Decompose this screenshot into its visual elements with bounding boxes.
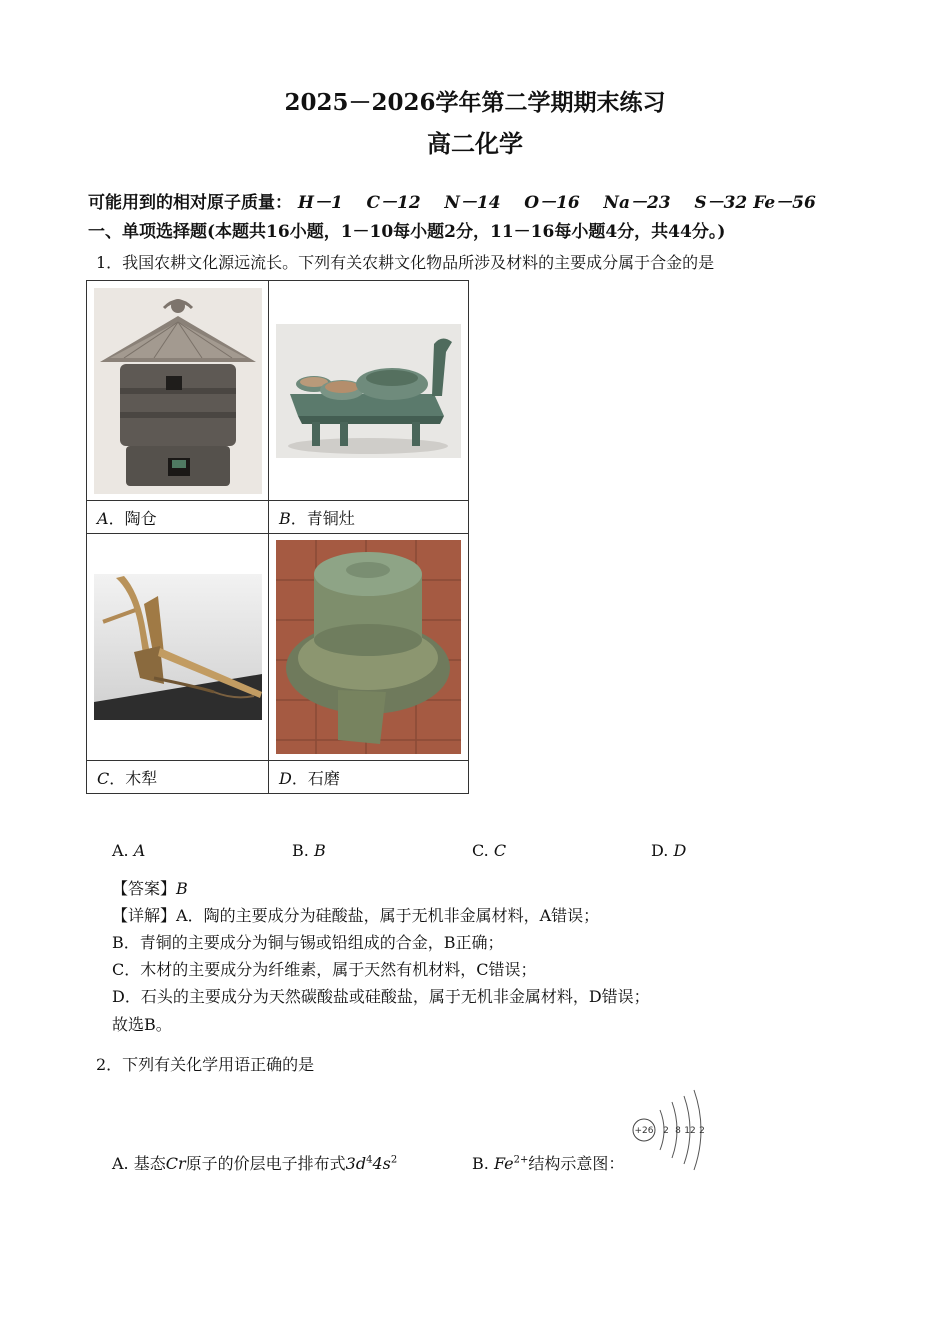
- caption-b: B．青铜灶: [269, 501, 469, 534]
- q2-option-a[interactable]: [112, 1151, 397, 1174]
- option-c[interactable]: [472, 841, 506, 860]
- nucleus-label: +26: [634, 1126, 654, 1136]
- caption-c-name: 木犁: [125, 768, 158, 788]
- option-a-label: A.: [112, 841, 129, 860]
- explanation-line-a: [112, 903, 599, 926]
- q2-option-b-prefix: B.: [472, 1154, 489, 1173]
- caption-d-letter: D: [279, 768, 292, 788]
- q2-option-a-prefix: A. 基态: [112, 1154, 166, 1173]
- shell-3-count: 12: [684, 1126, 696, 1136]
- explanation-d: D．石头的主要成分为天然碳酸盐或硅酸盐，属于无机非金属材料，D错误；: [112, 987, 650, 1006]
- option-d-value: D: [673, 841, 687, 860]
- shell-1-count: 2: [663, 1126, 669, 1136]
- atomic-mass-label: 可能用到的相对原子质量：: [88, 193, 292, 213]
- stone-mill-image: [276, 540, 461, 754]
- caption-b-letter: B: [279, 508, 291, 528]
- q2-option-a-config-a: 3d: [345, 1154, 367, 1173]
- q2-option-b-suffix: 结构示意图：: [528, 1154, 625, 1173]
- section-heading: 一、单项选择题(本题共16小题，1－10每小题2分，11－16每小题4分，共44分。): [88, 222, 726, 242]
- option-a[interactable]: [112, 841, 145, 860]
- q2-option-a-element: Cr: [165, 1154, 186, 1173]
- q2-option-b-ion: Fe: [493, 1154, 514, 1173]
- mass-fe: Fe－56: [753, 193, 816, 213]
- question-1-stem: 1．我国农耕文化源远流长。下列有关农耕文化物品所涉及材料的主要成分属于合金的是: [96, 253, 715, 272]
- caption-b-name: 青铜灶: [306, 508, 355, 528]
- explanation-a: A．陶的主要成分为硅酸盐，属于无机非金属材料，A错误；: [176, 906, 600, 925]
- cell-a-image: [87, 281, 269, 501]
- explain-label: 【详解】: [112, 906, 177, 925]
- exam-title: 2025－2026学年第二学期期末练习: [284, 89, 666, 116]
- mass-s: S－32: [694, 193, 748, 213]
- bronze-stove-image: [276, 324, 461, 458]
- cell-d-image: [269, 534, 469, 761]
- cell-b-image: [269, 281, 469, 501]
- option-d-label: D.: [651, 841, 669, 860]
- fe-ion-structure-diagram: [630, 1086, 710, 1172]
- q2-option-b-charge: 2+: [513, 1154, 529, 1166]
- caption-a: A．陶仓: [87, 501, 269, 534]
- answer-label: 【答案】: [112, 879, 177, 898]
- q2-option-a-mid: 原子的价层电子排布式: [185, 1154, 346, 1173]
- q2-option-b[interactable]: [472, 1151, 624, 1174]
- explanation-conclusion: 故选B。: [112, 1015, 172, 1034]
- option-b[interactable]: [292, 841, 326, 860]
- mass-na: Na－23: [603, 193, 671, 213]
- explanation-b: B．青铜的主要成分为铜与锡或铅组成的合金，B正确；: [112, 933, 504, 952]
- wooden-plough-image: [94, 574, 262, 720]
- subject-title: 高二化学: [427, 129, 523, 158]
- caption-c: C．木犁: [87, 761, 269, 794]
- pottery-granary-image: [94, 288, 262, 494]
- answer-value: B: [176, 879, 188, 898]
- option-a-value: A: [133, 841, 146, 860]
- caption-d: D．石磨: [269, 761, 469, 794]
- caption-c-letter: C: [97, 768, 110, 788]
- option-d[interactable]: [651, 841, 686, 860]
- option-b-value: B: [313, 841, 326, 860]
- caption-a-letter: A: [97, 508, 109, 528]
- question-2-stem: 2．下列有关化学用语正确的是: [96, 1055, 315, 1074]
- q2-option-a-sup-b: 2: [390, 1154, 398, 1166]
- atomic-mass-line: [88, 188, 816, 213]
- q2-option-a-sup-a: 4: [366, 1154, 373, 1166]
- shell-4-count: 2: [699, 1126, 705, 1136]
- caption-d-name: 石磨: [307, 768, 340, 788]
- question-1-table: [86, 280, 469, 794]
- caption-a-name: 陶仓: [124, 508, 157, 528]
- cell-c-image: [87, 534, 269, 761]
- mass-c: C－12: [366, 193, 421, 213]
- option-c-value: C: [493, 841, 507, 860]
- shell-2-count: 8: [675, 1126, 681, 1136]
- option-c-label: C.: [472, 841, 489, 860]
- answer-line: [112, 876, 188, 899]
- explanation-c: C．木材的主要成分为纤维素，属于天然有机材料，C错误；: [112, 960, 537, 979]
- option-b-label: B.: [292, 841, 309, 860]
- mass-n: N－14: [444, 193, 501, 213]
- q2-option-a-config-b: 4s: [372, 1154, 391, 1173]
- mass-h: H－1: [297, 193, 343, 213]
- mass-o: O－16: [524, 193, 580, 213]
